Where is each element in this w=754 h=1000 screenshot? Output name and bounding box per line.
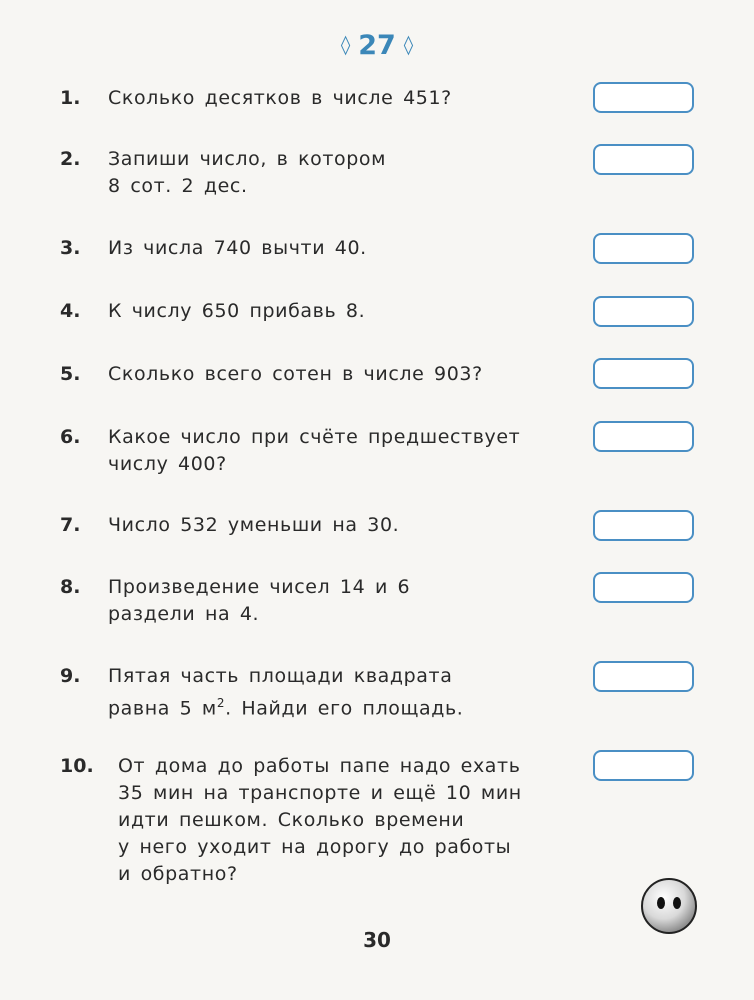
- task-text: [108, 663, 578, 722]
- task-number: 4.: [60, 300, 81, 322]
- answer-box-10[interactable]: [593, 750, 694, 781]
- task-text-line: Из числа 740 вычти 40.: [108, 237, 367, 259]
- task-number: 7.: [60, 514, 81, 536]
- answer-box-4[interactable]: [593, 296, 694, 327]
- task-text-line: Сколько всего сотен в числе 903?: [108, 363, 483, 385]
- task-text-part: равна 5 м: [108, 697, 217, 720]
- task-number: 5.: [60, 363, 81, 385]
- task-text-line: Сколько десятков в числе 451?: [108, 87, 452, 109]
- task-text-line: Пятая часть площади квадрата: [108, 665, 453, 687]
- task-text-line: 8 сот. 2 дес.: [108, 175, 248, 197]
- task-number: 6.: [60, 426, 81, 448]
- task-text-line: К числу 650 прибавь 8.: [108, 300, 366, 322]
- task-text: [108, 146, 578, 200]
- task-text-line: Число 532 уменьши на 30.: [108, 514, 400, 536]
- answer-box-7[interactable]: [593, 510, 694, 541]
- task-text-line: 35 мин на транспорте и ещё 10 мин: [118, 782, 522, 804]
- task-number: 8.: [60, 576, 81, 598]
- task-text: [108, 298, 578, 325]
- task-text-line: [108, 690, 578, 722]
- diamond-left-icon: ◊: [340, 34, 351, 56]
- task-number: 2.: [60, 148, 81, 170]
- answer-box-1[interactable]: [593, 82, 694, 113]
- task-text-line: раздели на 4.: [108, 603, 260, 625]
- superscript: 2: [216, 696, 226, 710]
- task-text-line: у него уходит на дорогу до работы: [118, 836, 512, 858]
- answer-box-2[interactable]: [593, 144, 694, 175]
- task-number: 9.: [60, 665, 81, 687]
- task-text-line: идти пешком. Сколько времени: [118, 809, 465, 831]
- task-text-line: Произведение чисел 14 и 6: [108, 576, 411, 598]
- answer-box-3[interactable]: [593, 233, 694, 264]
- task-text: [118, 753, 588, 888]
- task-number: 10.: [60, 755, 94, 777]
- variant-number: 27: [358, 30, 396, 61]
- task-number: 3.: [60, 237, 81, 259]
- task-text: [108, 235, 578, 262]
- task-text-line: числу 400?: [108, 453, 227, 475]
- answer-box-5[interactable]: [593, 358, 694, 389]
- task-text: [108, 85, 578, 112]
- page-number: 30: [363, 928, 391, 952]
- answer-box-9[interactable]: [593, 661, 694, 692]
- variant-header: [0, 30, 754, 61]
- answer-box-6[interactable]: [593, 421, 694, 452]
- answer-box-8[interactable]: [593, 572, 694, 603]
- smiley-face-icon: [640, 877, 698, 935]
- task-text-line: Какое число при счёте предшествует: [108, 426, 521, 448]
- task-number: 1.: [60, 87, 81, 109]
- task-text: [108, 361, 578, 388]
- diamond-right-icon: ◊: [403, 34, 414, 56]
- task-text: [108, 424, 578, 478]
- task-text-part: . Найди его площадь.: [225, 697, 464, 720]
- task-text: [108, 574, 578, 628]
- task-text-line: и обратно?: [118, 863, 238, 885]
- task-text-line: От дома до работы папе надо ехать: [118, 755, 521, 777]
- task-text-line: Запиши число, в котором: [108, 148, 387, 170]
- task-text: [108, 512, 578, 539]
